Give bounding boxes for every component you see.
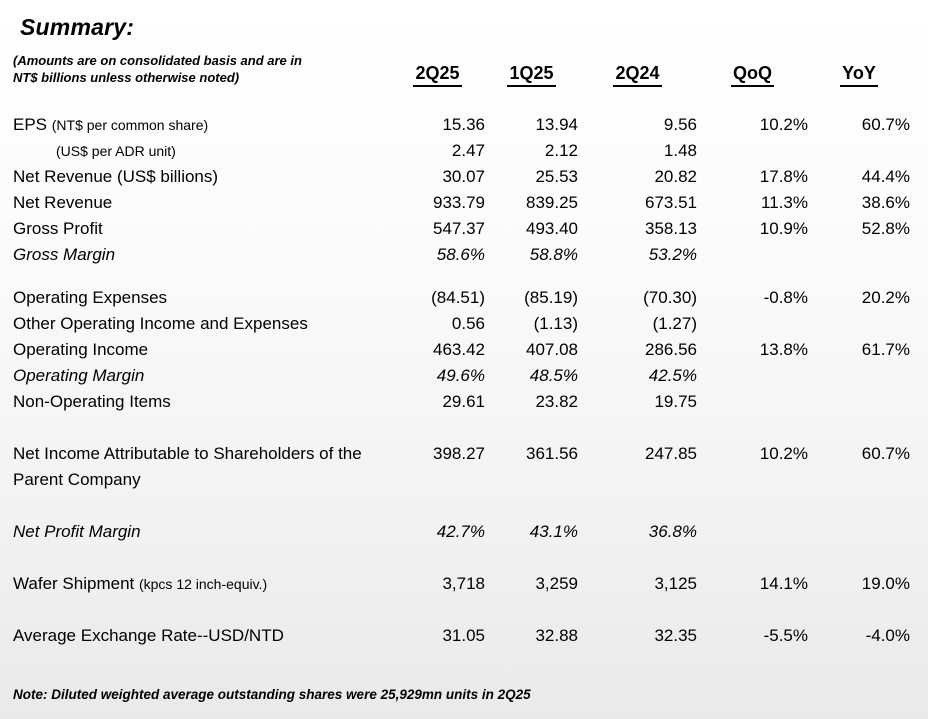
row-label-text: Net Revenue [13, 192, 113, 212]
table-section [13, 285, 910, 415]
value-1q25: 32.88 [535, 625, 578, 645]
value-1q25: 493.40 [526, 218, 578, 238]
row-unit-text: (US$ per ADR unit) [56, 142, 176, 159]
table-row [13, 112, 910, 138]
row-label-text: Net Income Attributable to Shareholders of the Parent Company [13, 443, 362, 489]
value-qoq: 14.1% [759, 573, 808, 593]
value-2q24: 1.48 [663, 140, 697, 160]
row-label-text: Gross Profit [13, 218, 103, 238]
row-label [13, 337, 390, 363]
value-2q24: 3,125 [654, 573, 697, 593]
value-2q24: 673.51 [645, 192, 697, 212]
subtitle-line-2: NT$ billions unless otherwise noted) [13, 69, 240, 85]
value-qoq: 13.8% [759, 339, 808, 359]
value-yoy: -4.0% [865, 625, 910, 645]
row-label [13, 363, 390, 389]
value-1q25: 3,259 [535, 573, 578, 593]
value-2q25: 29.61 [442, 391, 485, 411]
row-label-text: Wafer Shipment [13, 573, 135, 593]
value-qoq: -0.8% [763, 287, 808, 307]
table-row [13, 519, 910, 545]
value-yoy: 19.0% [861, 573, 910, 593]
value-2q25: 42.7% [436, 521, 485, 541]
table-row [13, 363, 910, 389]
value-2q24: 36.8% [648, 521, 697, 541]
row-label [13, 112, 390, 138]
value-2q24: 19.75 [654, 391, 697, 411]
row-label-text: Operating Income [13, 339, 149, 359]
value-2q25: 398.27 [433, 443, 485, 463]
value-yoy: 38.6% [861, 192, 910, 212]
column-header-2q24: 2Q24 [578, 63, 697, 89]
value-1q25: 58.8% [529, 244, 578, 264]
value-1q25: 839.25 [526, 192, 578, 212]
row-label-text: Net Profit Margin [13, 521, 141, 541]
row-label-text: Non-Operating Items [13, 391, 171, 411]
value-2q25: 15.36 [442, 114, 485, 134]
value-2q24: 9.56 [663, 114, 697, 134]
table-row [13, 441, 910, 493]
table-row [13, 571, 910, 597]
table-row [13, 138, 910, 164]
value-2q24: (1.27) [652, 313, 697, 333]
table-row [13, 337, 910, 363]
value-qoq: 17.8% [759, 166, 808, 186]
value-2q25: (84.51) [431, 287, 485, 307]
value-1q25: 48.5% [529, 365, 578, 385]
row-label-text: Average Exchange Rate--USD/NTD [13, 625, 284, 645]
table-row [13, 389, 910, 415]
row-label [13, 519, 390, 545]
value-2q24: 247.85 [645, 443, 697, 463]
row-label-text: Net Revenue (US$ billions) [13, 166, 219, 186]
table-section [13, 571, 910, 597]
column-header-1q25: 1Q25 [485, 63, 578, 89]
table-section [13, 519, 910, 545]
value-2q25: 30.07 [442, 166, 485, 186]
value-yoy: 60.7% [861, 443, 910, 463]
value-qoq: 10.2% [759, 114, 808, 134]
row-label [13, 285, 390, 311]
table-section [13, 623, 910, 649]
row-label [13, 190, 390, 216]
value-2q25: 58.6% [436, 244, 485, 264]
value-2q24: 286.56 [645, 339, 697, 359]
table-subtitle [13, 53, 390, 89]
row-unit-text: (kpcs 12 inch-equiv.) [138, 575, 268, 592]
row-label [13, 571, 390, 597]
value-1q25: 2.12 [544, 140, 578, 160]
value-2q24: 42.5% [648, 365, 697, 385]
value-2q25: 49.6% [436, 365, 485, 385]
value-2q24: (70.30) [643, 287, 697, 307]
value-2q24: 20.82 [654, 166, 697, 186]
value-1q25: 43.1% [529, 521, 578, 541]
table-section [13, 441, 910, 493]
value-yoy: 44.4% [861, 166, 910, 186]
row-label-text: Other Operating Income and Expenses [13, 313, 308, 333]
value-qoq: -5.5% [763, 625, 808, 645]
value-2q25: 547.37 [433, 218, 485, 238]
table-body [13, 112, 910, 649]
column-header-qoq: QoQ [697, 63, 808, 89]
value-qoq: 10.9% [759, 218, 808, 238]
page-title: Summary: [20, 14, 135, 40]
row-label [13, 216, 390, 242]
row-label [13, 623, 390, 649]
value-1q25: (1.13) [533, 313, 578, 333]
row-label [13, 164, 390, 190]
value-yoy: 20.2% [861, 287, 910, 307]
row-label [13, 242, 390, 268]
table-row [13, 242, 910, 268]
table-row [13, 311, 910, 337]
column-header-2q25: 2Q25 [390, 63, 485, 89]
value-1q25: (85.19) [524, 287, 578, 307]
value-2q24: 53.2% [648, 244, 697, 264]
footnote: Note: Diluted weighted average outstanding shares were 25,929mn units in 2Q25 [13, 687, 531, 702]
value-2q25: 2.47 [451, 140, 485, 160]
value-1q25: 23.82 [535, 391, 578, 411]
table-header [13, 53, 910, 89]
value-yoy: 61.7% [861, 339, 910, 359]
value-1q25: 407.08 [526, 339, 578, 359]
subtitle-line-1: (Amounts are on consolidated basis and are in [13, 53, 302, 68]
row-unit-text: (NT$ per common share) [51, 116, 209, 133]
table-row [13, 623, 910, 649]
value-1q25: 25.53 [535, 166, 578, 186]
row-label [13, 311, 390, 337]
table-row [13, 285, 910, 311]
row-label [13, 389, 390, 415]
row-label [13, 441, 390, 493]
value-2q25: 3,718 [442, 573, 485, 593]
value-2q24: 32.35 [654, 625, 697, 645]
value-1q25: 13.94 [535, 114, 578, 134]
value-qoq: 11.3% [761, 192, 808, 212]
value-qoq: 10.2% [759, 443, 808, 463]
table-row [13, 164, 910, 190]
row-label-text: Operating Margin [13, 365, 145, 385]
table-row [13, 216, 910, 242]
row-label-text: Gross Margin [13, 244, 116, 264]
value-2q25: 0.56 [451, 313, 485, 333]
row-label-text: EPS [13, 114, 48, 134]
value-yoy: 60.7% [861, 114, 910, 134]
table-row [13, 190, 910, 216]
row-label [13, 138, 390, 164]
value-2q25: 463.42 [433, 339, 485, 359]
value-1q25: 361.56 [526, 443, 578, 463]
column-header-yoy: YoY [808, 63, 910, 89]
table-section [13, 112, 910, 268]
value-yoy: 52.8% [861, 218, 910, 238]
value-2q25: 933.79 [433, 192, 485, 212]
row-label-text: Operating Expenses [13, 287, 168, 307]
value-2q24: 358.13 [645, 218, 697, 238]
value-2q25: 31.05 [442, 625, 485, 645]
